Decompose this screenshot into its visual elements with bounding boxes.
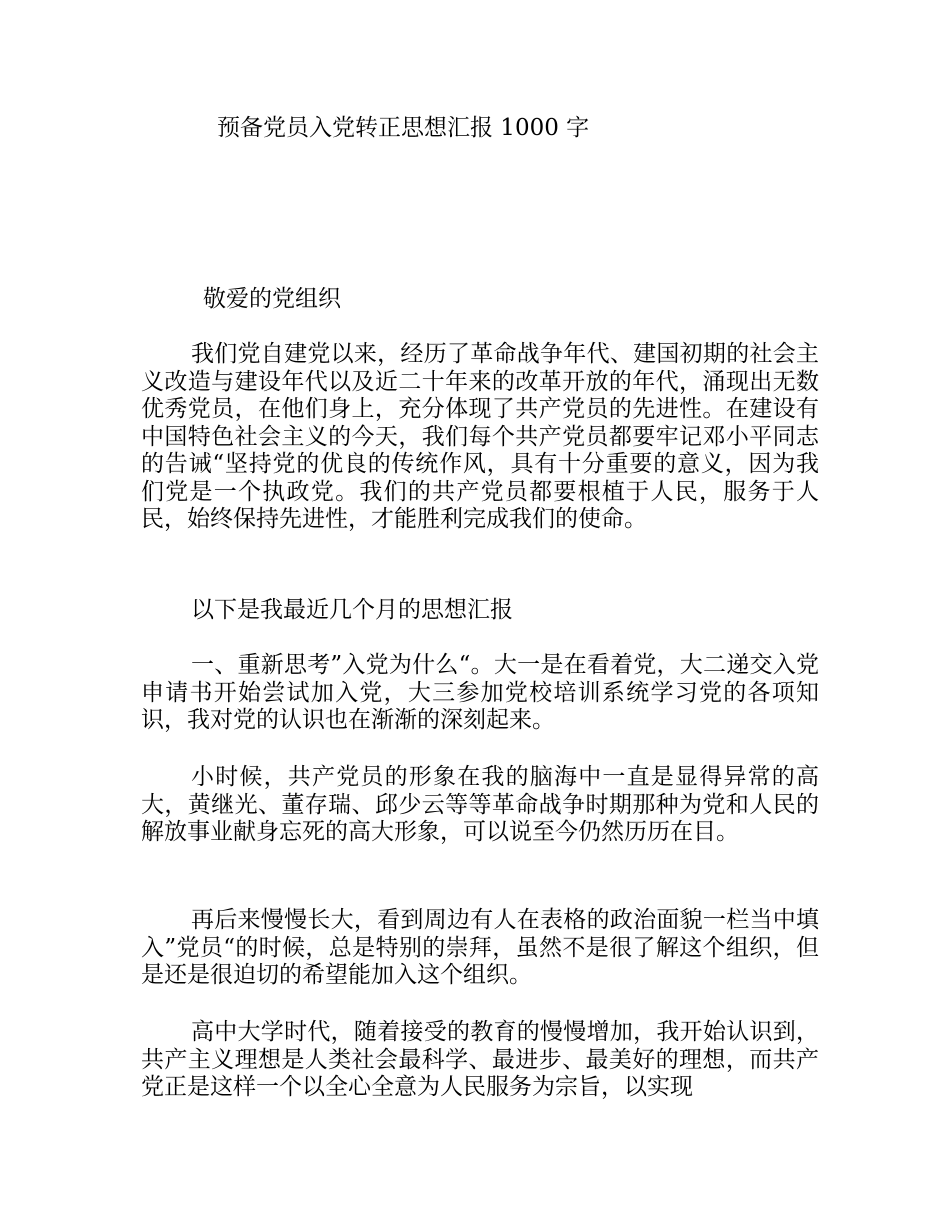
paragraph: 一、重新思考”入党为什么“。大一是在看着党，大二递交入党申请书开始尝试加入党，大三参加党校培训系统学习党的各项知识，我对党的认识也在渐渐的深刻起来。 xyxy=(141,652,819,733)
paragraph: 我们党自建党以来，经历了革命战争年代、建国初期的社会主义改造与建设年代以及近二十年来的改革开放的年代，涌现出无数优秀党员，在他们身上，充分体现了共产党员的先进性。在建设有中国特色社会主义的今天，我们每个共产党员都要牢记邓小平同志的告诫“坚持党的优良的传统作风，具有十分重要的意义，因为我们党是一个执政党。我们的共产党员都要根植于人民，服务于人民，始终保持先进性，才能胜利完成我们的使命。 xyxy=(141,341,819,532)
paragraph: 小时候，共产党员的形象在我的脑海中一直是显得异常的高大，黄继光、董存瑞、邱少云等等革命战争时期那种为党和人民的解放事业献身忘死的高大形象，可以说至今仍然历历在目。 xyxy=(141,764,819,845)
paragraph: 再后来慢慢长大，看到周边有人在表格的政治面貌一栏当中填入”党员“的时候，总是特别的崇拜，虽然不是很了解这个组织，但是还是很迫切的希望能加入这个组织。 xyxy=(141,907,819,988)
paragraph: 高中大学时代，随着接受的教育的慢慢增加，我开始认识到，共产主义理想是人类社会最科学、最进步、最美好的理想，而共产党正是这样一个以全心全意为人民服务为宗旨，以实现 xyxy=(141,1019,819,1100)
paragraph: 以下是我最近几个月的思想汇报 xyxy=(191,597,513,623)
salutation: 敬爱的党组织 xyxy=(203,286,341,312)
document-title: 预备党员入党转正思想汇报 1000 字 xyxy=(217,115,590,141)
